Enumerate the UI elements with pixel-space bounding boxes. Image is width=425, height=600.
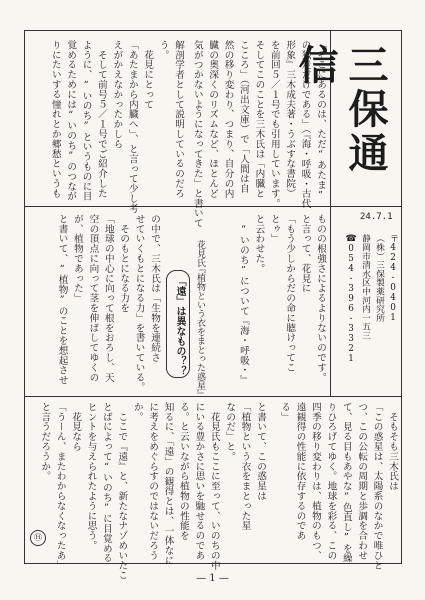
organization-name: （株）三保製薬研究所 — [374, 234, 384, 322]
text-line: と云わせた。 — [253, 214, 265, 274]
text-line: 「地球の中心に向って根をおろし、天 — [102, 214, 114, 383]
text-line: と言って、花見に — [299, 214, 311, 294]
text-line: “いのち”について『海・呼吸・』 — [237, 214, 249, 386]
text-line: えがかえなかったかしら — [111, 40, 123, 149]
figure-illustration — [166, 240, 210, 399]
text-line: ここで『遠』と、新たなナゾめいたこ — [116, 402, 128, 581]
publisher-info — [333, 234, 401, 364]
text-line: 然の移り変わり、つまり、自分の内 — [222, 40, 234, 199]
text-line: 知るに、「遠」の観得とは、一体なに — [162, 402, 174, 566]
article-top-left — [30, 40, 186, 214]
text-line: そしてこのことを三木氏は「内臓と — [253, 40, 265, 199]
text-line: 遠観得の性能に依存するのであ — [294, 402, 306, 541]
text-line: なのだ」と。 — [224, 402, 236, 462]
article-middle-left — [30, 214, 162, 393]
author-signature: Ⓗ — [30, 530, 46, 546]
question-text: 「遠」は異なもの？？ — [174, 276, 185, 376]
text-line: る」 — [279, 402, 291, 422]
text-line: つ、この公転の周期と歩調を合わせ — [356, 402, 368, 561]
text-line: の独走だけである」（『海・呼吸・古代 — [299, 40, 311, 209]
text-line: ヒントを与えられたように思う。 — [85, 402, 97, 551]
text-line: ものの根強さによるよりないのです。 — [315, 214, 326, 383]
text-line: て、見る目もあやな“色直し”を繰 — [340, 402, 352, 564]
text-line: る。と云いながら植物の性能を — [177, 402, 189, 541]
text-line: 臓の奥深くのリズムなど、ほとんど — [207, 40, 219, 199]
text-line: そして前号５／１号でご紹介した — [95, 40, 107, 199]
figure-label: 花見氏 — [195, 240, 205, 267]
issue-date: 24.7.1 — [360, 212, 393, 222]
horizontal-rule-lower — [24, 396, 402, 397]
text-line: とゥ」 — [268, 214, 280, 244]
text-line: 空の頂点に向って茎を伸ばしてゆくの — [87, 214, 99, 383]
text-line: の中で、三木氏は「生物を連続さ — [149, 214, 160, 363]
article-bottom-right — [270, 402, 400, 571]
text-line: が、植物であった」 — [71, 214, 83, 304]
text-line: りひろげてゆく。地球を彩る、この — [325, 402, 337, 561]
article-middle-right — [218, 214, 328, 390]
text-line: か。 — [131, 402, 143, 422]
text-line: とばによって“いのち”に目覚める — [100, 402, 112, 564]
article-bottom-left — [39, 402, 268, 581]
text-line: せていくもとになる力」を書いている。 — [133, 214, 145, 393]
text-line: と書いて、この惑星は — [255, 402, 266, 501]
text-line: 「この惑星は、太陽系のなかで唯ひと — [371, 402, 383, 571]
newsletter-title: 三保通信 — [292, 44, 389, 176]
text-line: 花見にとって — [142, 40, 154, 110]
text-line: にいる豊かさに思いを馳せるのであ — [193, 402, 205, 561]
text-line: う。 — [157, 40, 169, 60]
text-line: 形象』三木成夫著・うぶすな書院） — [284, 40, 296, 199]
text-line: りにたいする憧れとか郷愁というも — [49, 40, 61, 199]
text-line: 覚めるためには“いのち”のつなが — [65, 40, 77, 202]
text-line: 四季の移り変わりは、植物のもつ、 — [309, 402, 321, 561]
text-line: と書いて、“植物”のことを想起させ — [56, 214, 68, 386]
text-line: こころ」（河出文庫）で「人間は自 — [237, 40, 249, 194]
postal-code: 〒424-0401 — [388, 234, 398, 323]
text-line: 「もう少しからだの命に聴けってこ — [284, 214, 296, 373]
text-line: を前回５／１号でも引用しています。 — [268, 40, 280, 209]
text-line: 「あたまから内臓へ」、と言って少し考 — [126, 40, 138, 214]
text-line: 「そこにあるのは、ただ“あたま” — [315, 40, 326, 202]
text-line: に考えをめぐらすのではないだろう — [147, 402, 159, 561]
text-line: 「うーん、またわからなくなったあ」 — [54, 402, 66, 571]
text-line: 花見なら — [70, 402, 82, 452]
page-number: — 1 — — [196, 573, 229, 584]
phone-number: ☎054‐396‐3321 — [346, 234, 356, 364]
text-line: 「植物という衣をまとった星 — [239, 402, 251, 531]
text-line: 解剖学者として説明しているのだろ — [173, 40, 184, 199]
text-line: と言うだろうか。 — [39, 402, 51, 482]
text-line: 花見氏もここに至って、いのちの中 — [208, 402, 220, 571]
text-line: そのもとになる力を — [118, 214, 130, 313]
figure-caption: 『植物という衣をまとった惑星』 — [195, 264, 205, 399]
text-line: ように、“いのち”というものに目 — [80, 40, 92, 202]
text-line: そもそも三木氏は — [387, 402, 398, 492]
address: 静岡市清水区中河内一五三 — [360, 234, 370, 340]
text-line: 気がつかないようになってきた」と書いて — [191, 40, 203, 229]
